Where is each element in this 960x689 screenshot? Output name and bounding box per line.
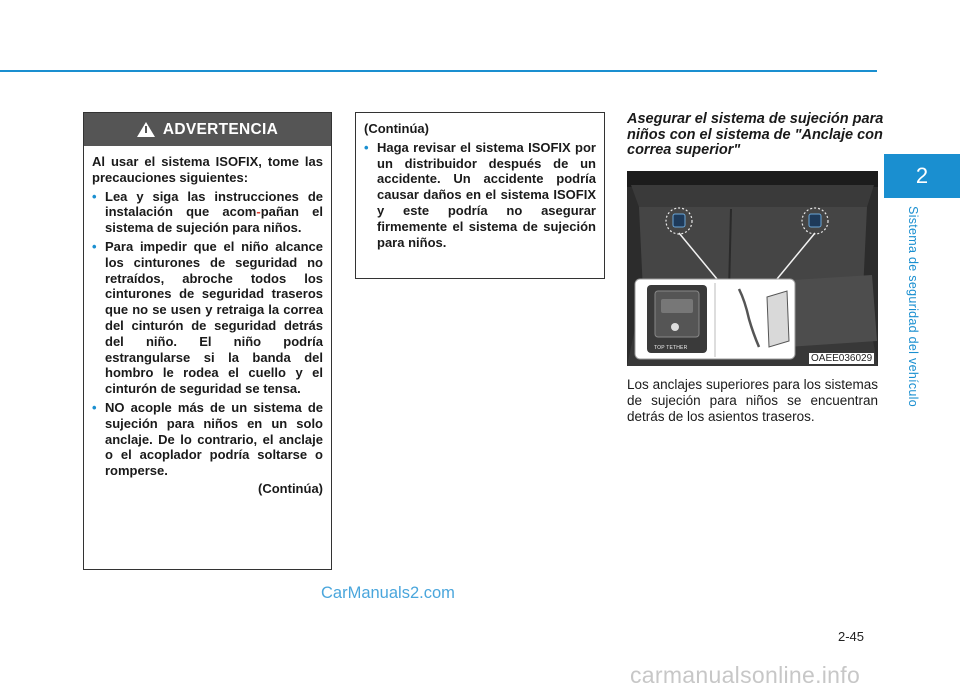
chapter-number-tab: 2 <box>884 154 960 198</box>
top-rule <box>0 70 877 72</box>
watermark-carmanualsonline: carmanualsonline.info <box>630 662 861 688</box>
continued-box <box>355 112 605 279</box>
continued-bullet-text: Haga revisar el sistema ISOFIX por un distribuidor después de un accidente. Un accidente podría causar daños en el sistema ISOFIX y este podría no asegurar firmemente el sistema de sujeción para niños. <box>377 139 596 250</box>
warning-triangle-icon <box>137 122 155 137</box>
hyphen-mark: - <box>256 204 261 220</box>
warning-bullet-text: NO acople más de un sistema de sujeción para niños en un solo anclaje. De lo contrario, el anclaje o el acoplador podría soltarse o romperse. <box>105 399 323 479</box>
continued-bullet <box>364 140 596 251</box>
warning-bullet-text: Para impedir que el niño alcance los cinturones de seguridad no retraídos, abroche todos los cinturones de seguridad traseros que no se usen y retraiga la correa del cinturón de seguridad detrás del niño. El niño podría estrangularse si la banda del hombro le rodea el cuello y el cinturón de seguridad se tensa. <box>105 238 323 397</box>
warning-body <box>84 146 331 497</box>
warning-bullet-text: Lea y siga las instrucciones de instalación que acom <box>105 188 323 220</box>
bullet-icon: • <box>92 399 97 415</box>
page-number: 2-45 <box>838 629 865 644</box>
watermark-carmanuals2: CarManuals2.com <box>321 584 455 602</box>
warning-bullet <box>92 239 323 397</box>
warning-bullet <box>92 189 323 236</box>
section-title: Asegurar el sistema de sujeción para niños con el sistema de "Anclaje con correa superior" <box>627 111 884 158</box>
bullet-icon: • <box>92 188 97 204</box>
warning-box <box>83 112 332 570</box>
cargo-area-illustration <box>627 171 878 366</box>
chapter-side-title <box>894 206 928 436</box>
warning-header-label: ADVERTENCIA <box>162 120 279 138</box>
warning-intro: Al usar el sistema ISOFIX, tome las precauciones siguientes: <box>92 154 323 185</box>
top-tether-label: TOP TETHER <box>654 345 688 351</box>
warning-bullet <box>92 400 323 479</box>
section-body: Los anclajes superiores para los sistemas de sujeción para niños se encuentran detrás de los asientos traseros. <box>627 377 878 424</box>
warning-header <box>84 113 331 146</box>
warning-continues: (Continúa) <box>258 480 323 496</box>
chapter-title: Sistema de seguridad del vehículo <box>906 206 920 407</box>
warning-bullet-text: pañan el sistema de sujeción para niños. <box>105 204 323 236</box>
bullet-icon: • <box>364 139 369 155</box>
tether-anchor-figure <box>627 171 878 366</box>
bullet-icon: • <box>92 238 97 254</box>
continued-header: (Continúa) <box>364 121 429 136</box>
figure-code: OAEE036029 <box>811 353 873 364</box>
